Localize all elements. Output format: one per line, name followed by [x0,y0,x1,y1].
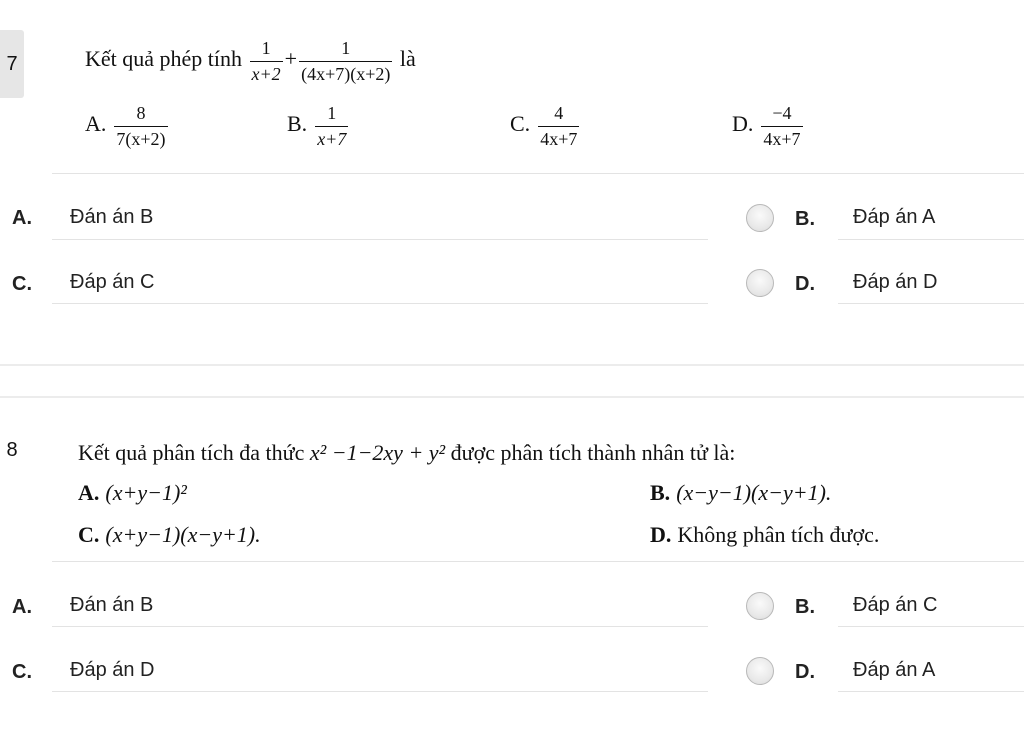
option-denominator: x+7 [315,126,348,150]
answer-letter: A. [12,596,32,618]
option-numerator: −4 [772,103,792,123]
option-numerator: 1 [327,103,337,123]
plus-sign: + [284,46,298,72]
statement-suffix: là [399,46,416,72]
statement-prefix: Kết quả phép tính [85,46,243,72]
radio-button[interactable] [746,657,774,685]
option-denominator: 4x+7 [538,126,579,150]
option-label: A. [85,111,107,137]
option-c [510,103,581,149]
answer-letter: B. [795,208,815,230]
answer-text: Đáp án D [70,659,155,681]
statement-prefix: Kết quả phân tích đa thức [78,440,305,465]
option-label: D. [650,522,672,547]
fraction-1 [250,38,283,84]
answer-text: Đáp án A [853,659,936,681]
fraction-1-numerator: 1 [261,38,271,58]
answer-underline [838,303,1024,304]
answer-underline [52,626,708,627]
option-label: C. [78,522,100,547]
answer-letter: C. [12,661,32,683]
answer-letter: B. [795,596,815,618]
question-number: 8 [0,416,24,484]
fraction-2-denominator: (4x+7)(x+2) [299,61,392,85]
radio-button[interactable] [746,269,774,297]
question-number: 7 [0,30,24,98]
option-c [78,522,261,548]
divider [52,561,1024,562]
option-denominator: 7(x+2) [114,126,167,150]
answer-underline [52,691,708,692]
question-statement [78,440,735,466]
option-label: B. [650,480,671,505]
answer-text: Đáp án A [853,206,936,228]
section-divider [0,396,1024,398]
answer-text: Đáp án D [853,271,938,293]
answer-letter: D. [795,661,815,683]
option-label: A. [78,480,100,505]
option-label: D. [732,111,754,137]
option-a [85,103,170,149]
option-b [650,480,831,506]
option-label: B. [287,111,308,137]
answer-text: Đáp án C [853,594,938,616]
fraction-2-numerator: 1 [341,38,351,58]
answer-text: Đán án B [70,206,154,228]
section-divider [0,364,1024,366]
polynomial-expression: x² −1−2xy + y² [309,440,446,465]
radio-button[interactable] [746,204,774,232]
question-statement [85,38,416,84]
option-label: C. [510,111,531,137]
option-a [78,480,187,506]
answer-letter: D. [795,273,815,295]
option-text: (x+y−1)² [105,480,187,505]
option-d [732,103,805,149]
divider [52,173,1024,174]
option-text: (x+y−1)(x−y+1). [105,522,261,547]
answer-text: Đáp án C [70,271,155,293]
answer-underline [838,626,1024,627]
answer-letter: C. [12,273,32,295]
option-numerator: 8 [136,103,146,123]
fraction-2 [299,38,392,84]
statement-suffix: được phân tích thành nhân tử là: [450,440,736,465]
answer-underline [838,691,1024,692]
answer-underline [52,239,708,240]
option-text: (x−y−1)(x−y+1). [676,480,832,505]
option-denominator: 4x+7 [761,126,802,150]
option-d [650,522,879,548]
fraction-1-denominator: x+2 [250,61,283,85]
answer-underline [838,239,1024,240]
answer-letter: A. [12,207,32,229]
answer-text: Đán án B [70,594,154,616]
answer-underline [52,303,708,304]
option-numerator: 4 [554,103,564,123]
option-b [287,103,350,149]
radio-button[interactable] [746,592,774,620]
option-text: Không phân tích được. [677,522,880,547]
